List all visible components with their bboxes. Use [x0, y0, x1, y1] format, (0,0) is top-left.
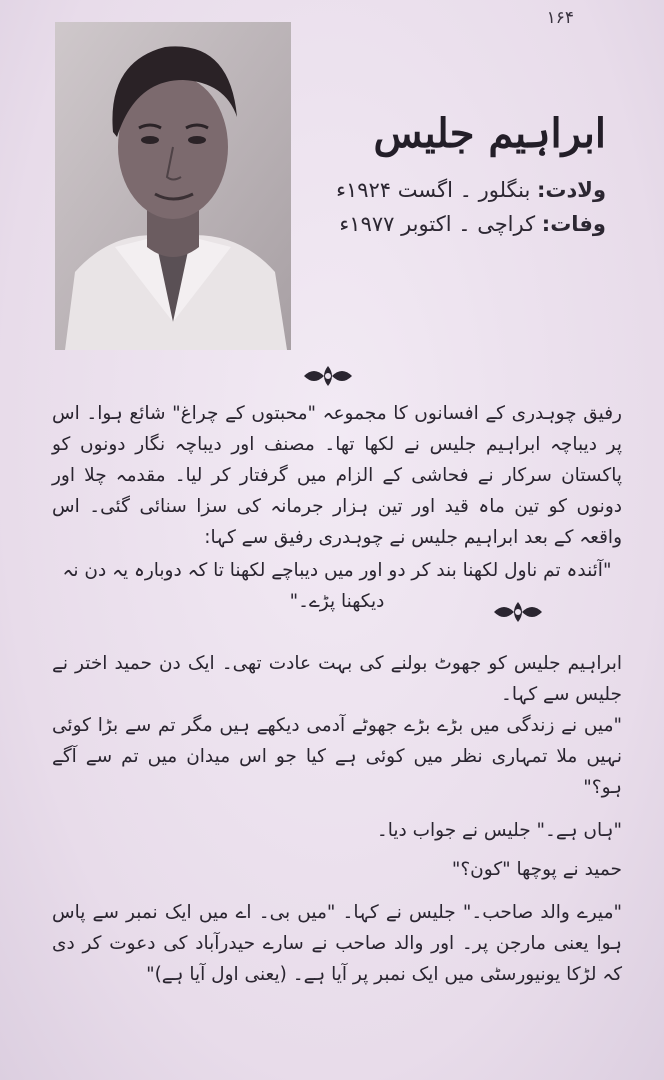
anecdote-1 [52, 398, 622, 617]
anecdote-2-line: "میں نے زندگی میں بڑے بڑے جھوٹے آدمی دیکھے ہیں مگر تم سے بڑا کوئی نہیں ملا تمہاری نظر میں کوئی ہے کیا جو اس میدان میں تم سے آگے ہو؟" [52, 715, 622, 798]
ornament-divider-icon-2 [490, 598, 546, 626]
death-label: وفات: [541, 212, 606, 236]
page-title: ابراہیم جلیس [373, 110, 606, 157]
death-line [339, 212, 606, 236]
anecdote-2-line: "ہاں ہے۔" جلیس نے جواب دیا۔ [376, 820, 622, 841]
anecdote-2 [52, 648, 622, 990]
birth-value: بنگلور ۔ اگست ۱۹۲۴ء [336, 178, 531, 202]
ornament-divider-icon [300, 362, 356, 390]
portrait-photo [55, 22, 291, 350]
anecdote-2-line: ابراہیم جلیس کو جھوٹ بولنے کی بہت عادت تھی۔ ایک دن حمید اختر نے جلیس سے کہا۔ [52, 653, 622, 705]
anecdote-2-line: "میرے والد صاحب۔" جلیس نے کہا۔ "میں بی۔ اے میں ایک نمبر سے پاس ہوا یعنی مارجن پر۔ اور والد صاحب نے سارے حیدرآباد کی دعوت کر دی کہ لڑکا یونیورسٹی میں ایک نمبر پر آیا ہے۔ (یعنی اول آیا ہے)" [52, 902, 622, 985]
portrait-illustration [55, 22, 291, 350]
birth-label: ولادت: [537, 178, 606, 202]
birth-line [336, 178, 606, 202]
anecdote-1-text: رفیق چوہدری کے افسانوں کا مجموعہ "محبتوں کے چراغ" شائع ہوا۔ اس پر دیباچہ ابراہیم جلیس نے لکھا تھا۔ مصنف اور دیباچہ نگار دونوں کو پاکستان سرکار نے فحاشی کے الزام میں گرفتار کر لیا۔ مقدمہ چلا اور دونوں کو تین ماہ قید اور تین ہزار جرمانہ کی سزا سنائی گئی۔ اس واقعہ کے بعد ابراہیم جلیس نے چوہدری رفیق سے کہا: [52, 403, 622, 548]
anecdote-2-line: حمید نے پوچھا "کون؟" [451, 859, 622, 880]
death-value: کراچی ۔ اکتوبر ۱۹۷۷ء [339, 212, 536, 236]
page-number: ۱۶۴ [546, 8, 574, 28]
anecdote-1-quote: "آئندہ تم ناول لکھنا بند کر دو اور میں دیباچے لکھنا تا کہ دوبارہ یہ دن نہ دیکھنا پڑے۔" [62, 560, 612, 612]
